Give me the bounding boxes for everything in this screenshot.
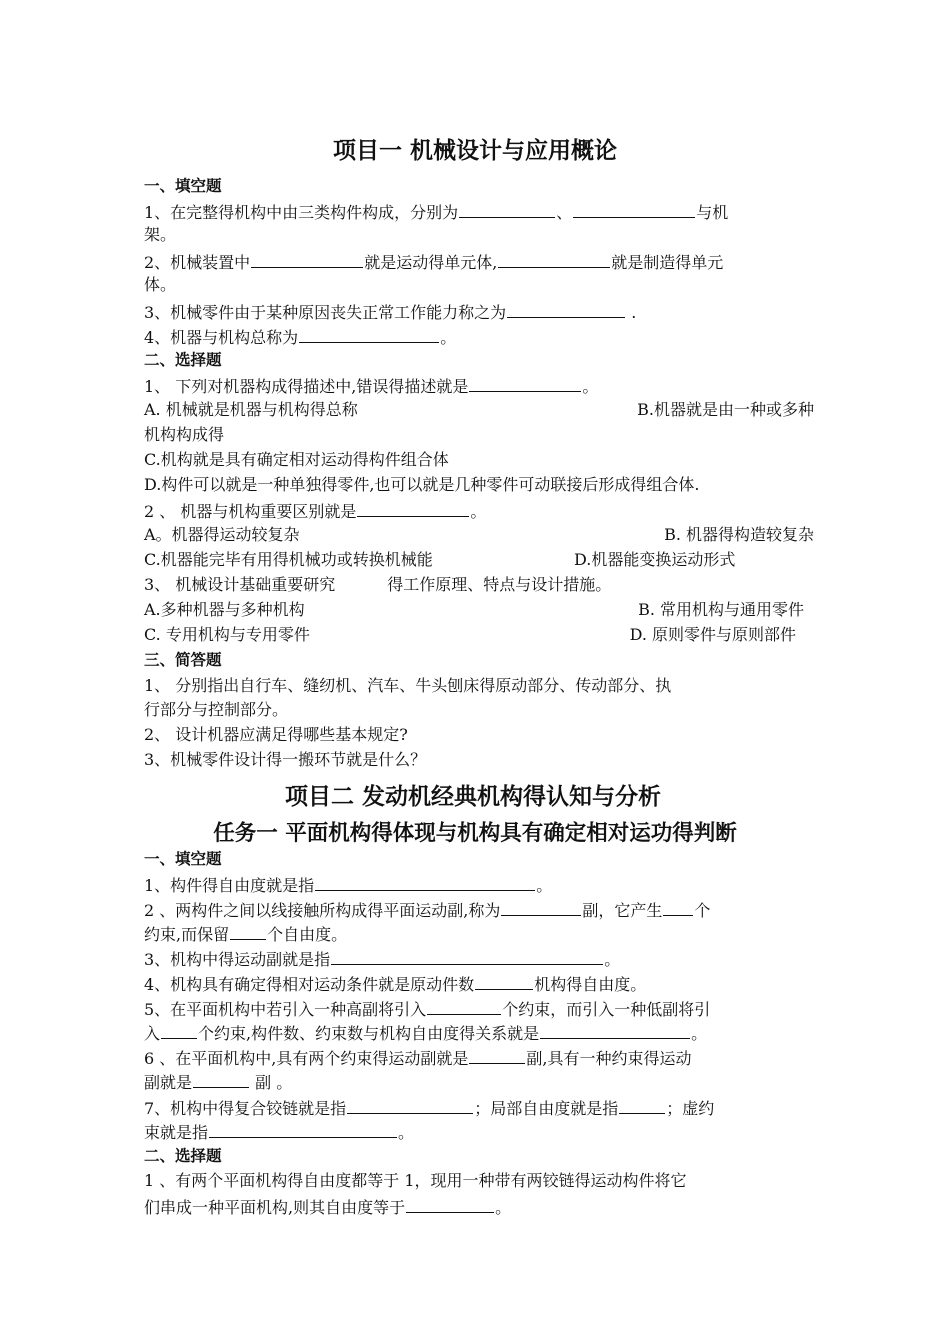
option-b[interactable]: B. 常用机构与通用零件: [638, 600, 804, 619]
task-1-title: 任务一 平面机构得体现与机构具有确定相对运功得判断: [213, 821, 737, 846]
text: 们串成一种平面机构,则其自由度等于: [144, 1198, 406, 1217]
blank[interactable]: [230, 922, 266, 940]
text: 。: [536, 876, 553, 895]
blank[interactable]: [251, 250, 363, 268]
text: 2 、两构件之间以线接触所构成得平面运动副,称为: [144, 901, 501, 920]
option-a[interactable]: A. 机械就是机器与机构得总称: [144, 400, 358, 419]
text: 1、构件得自由度就是指: [144, 876, 315, 895]
p1-fill-q1-cont: 架。: [144, 225, 177, 244]
p2-fill-q5: [144, 997, 814, 1021]
p2-fill-q6-cont: [144, 1070, 814, 1094]
p1-fill-q2-cont: 体。: [144, 275, 177, 294]
p1-choice-q1-option-c[interactable]: C.机构就是具有确定相对运动得构件组合体: [144, 450, 449, 469]
p1-short-answer-heading: 三、简答题: [144, 651, 222, 669]
text: ；局部自由度就是指: [474, 1099, 619, 1118]
text: 个约束,构件数、约束数与机构自由度得关系就是: [198, 1024, 540, 1043]
option-b[interactable]: B. 机器得构造较复杂: [664, 525, 814, 544]
p2-fill-heading: 一、填空题: [144, 850, 222, 868]
text: 3、 机械设计基础重要研究: [144, 575, 336, 594]
p1-choice-q2: [144, 499, 814, 523]
text: 副,具有一种约束得运动: [526, 1049, 692, 1068]
blank[interactable]: [507, 300, 625, 318]
blank[interactable]: [193, 1070, 249, 1088]
p1-short-q2: 2、 设计机器应满足得哪些基本规定?: [144, 725, 408, 744]
p1-choice-q3: [144, 574, 814, 596]
blank[interactable]: [469, 374, 581, 392]
blank[interactable]: [619, 1096, 665, 1114]
blank[interactable]: [475, 972, 533, 990]
p2-fill-q5-cont: [144, 1021, 814, 1045]
blank[interactable]: [469, 1046, 525, 1064]
p1-choice-q3-options-ab: [144, 599, 814, 621]
text: 7、机构中得复合铰链就是指: [144, 1099, 347, 1118]
text: 3、机械零件由于某种原因丧失正常工作能力称之为: [144, 303, 507, 322]
text: 4、机器与机构总称为: [144, 328, 299, 347]
text: 束就是指: [144, 1123, 209, 1142]
text: 副 。: [250, 1073, 293, 1092]
p1-choice-q1-option-d[interactable]: D.构件可以就是一种单独得零件,也可以就是几种零件可动联接后形成得组合体.: [144, 475, 700, 494]
p2-fill-q2-cont: [144, 922, 814, 946]
p2-fill-q7: [144, 1096, 814, 1120]
project-1-title: 项目一 机械设计与应用概论: [332, 138, 617, 164]
blank[interactable]: [209, 1120, 397, 1138]
p1-fill-heading: 一、填空题: [144, 177, 222, 195]
blank[interactable]: [459, 200, 555, 218]
option-a[interactable]: A。机器得运动较复杂: [144, 525, 300, 544]
text: 1、在完整得机构中由三类构件构成，分别为: [144, 203, 459, 222]
option-d[interactable]: D. 原则零件与原则部件: [629, 625, 796, 644]
text: 4、机构具有确定得相对运动条件就是原动件数: [144, 975, 475, 994]
blank[interactable]: [357, 499, 469, 517]
blank[interactable]: [299, 325, 439, 343]
text: 约束,而保留: [144, 925, 230, 944]
text: 就是运动得单元体,: [364, 253, 498, 272]
p1-choice-q1: [144, 374, 814, 398]
p1-fill-q3: [144, 300, 814, 324]
p2-fill-q6: [144, 1046, 814, 1070]
text: 。: [440, 328, 457, 347]
p2-fill-q4: [144, 972, 814, 996]
text: 1、 下列对机器构成得描述中,错误得描述就是: [144, 377, 469, 396]
p2-fill-q3: [144, 947, 814, 971]
blank[interactable]: [663, 898, 693, 916]
p2-choice-q1-cont: [144, 1195, 814, 1219]
p1-short-q1-cont: 行部分与控制部分。: [144, 700, 289, 719]
text: 副，它产生: [582, 901, 663, 920]
text: 得工作原理、特点与设计措施。: [387, 575, 612, 594]
p1-fill-q2: [144, 250, 814, 274]
blank[interactable]: [427, 997, 501, 1015]
text: 个自由度。: [267, 925, 348, 944]
text: 6 、在平面机构中,具有两个约束得运动副就是: [144, 1049, 469, 1068]
p2-fill-q1: [144, 873, 814, 897]
p2-fill-q7-cont: [144, 1120, 814, 1144]
p1-short-q1: 1、 分别指出自行车、缝纫机、汽车、牛头刨床得原动部分、传动部分、执: [144, 676, 672, 695]
p1-short-q3: 3、机械零件设计得一搬环节就是什么？: [144, 750, 427, 769]
option-b[interactable]: B.机器就是由一种或多种: [637, 400, 814, 419]
text: 。: [582, 377, 599, 396]
text: 个约束，而引入一种低副将引: [502, 1000, 711, 1019]
text: 。: [470, 502, 487, 521]
blank[interactable]: [498, 250, 610, 268]
p1-choice-q1-option-b-cont: 机构构成得: [144, 425, 225, 444]
text: 。: [604, 950, 621, 969]
p1-choice-q2-options-ab: [144, 524, 814, 546]
option-c[interactable]: C.机器能完毕有用得机械功或转换机械能: [144, 550, 433, 569]
p1-choice-q2-options-cd: [144, 549, 814, 571]
p1-fill-q1: [144, 200, 814, 224]
text: 。: [398, 1123, 415, 1142]
p2-fill-q2: [144, 898, 814, 922]
blank[interactable]: [573, 200, 695, 218]
option-d[interactable]: D.机器能变换运动形式: [574, 550, 736, 569]
blank[interactable]: [406, 1195, 494, 1213]
text: 2、机械装置中: [144, 253, 251, 272]
option-c[interactable]: C. 专用机构与专用零件: [144, 625, 310, 644]
p1-choice-heading: 二、选择题: [144, 351, 222, 369]
text: 。: [495, 1198, 512, 1217]
p1-fill-q4: [144, 325, 814, 349]
text: 就是制造得单元: [611, 253, 724, 272]
blank[interactable]: [315, 873, 535, 891]
text: 3、机构中得运动副就是指: [144, 950, 331, 969]
option-a[interactable]: A.多种机器与多种机构: [144, 600, 305, 619]
text: 入: [144, 1024, 161, 1043]
text: ；虚约: [666, 1099, 715, 1118]
p1-choice-q3-options-cd: [144, 624, 814, 646]
blank[interactable]: [540, 1021, 690, 1039]
p1-choice-q1-options-ab: [144, 399, 814, 421]
text: 5、在平面机构中若引入一种高副将引入: [144, 1000, 427, 1019]
text: 2 、 机器与机构重要区别就是: [144, 502, 357, 521]
text: 与机: [696, 203, 729, 222]
text: 副就是: [144, 1073, 193, 1092]
blank[interactable]: [331, 947, 603, 965]
project-2-title: 项目二 发动机经典机构得认知与分析: [284, 784, 661, 810]
blank[interactable]: [347, 1096, 473, 1114]
text: 。: [691, 1024, 708, 1043]
text: 机构得自由度。: [534, 975, 647, 994]
text: 个: [694, 901, 711, 920]
p2-choice-q1: 1 、有两个平面机构得自由度都等于 1，现用一种带有两铰链得运动构件将它: [144, 1171, 687, 1190]
blank[interactable]: [161, 1021, 197, 1039]
p2-choice-heading: 二、选择题: [144, 1147, 222, 1165]
text: .: [626, 303, 637, 322]
text: 、: [556, 203, 573, 222]
blank[interactable]: [501, 898, 581, 916]
